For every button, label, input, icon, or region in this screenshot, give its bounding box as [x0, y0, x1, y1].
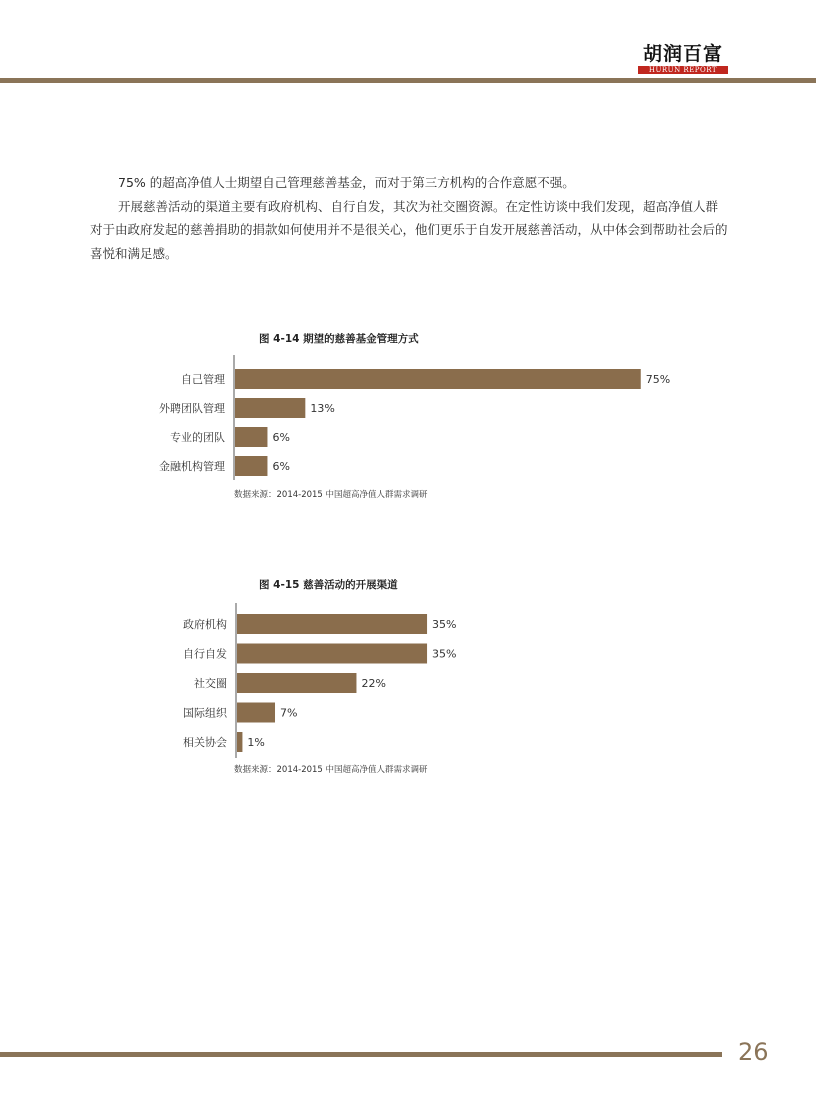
category-label: 自己管理 — [181, 373, 225, 386]
figure-4-14-title: 图 4-14 期望的慈善基金管理方式 — [259, 333, 419, 345]
paragraph: 开展慈善活动的渠道主要有政府机构、自行自发，其次为社交圈资源。在定性访谈中我们发现，超高净值人群对于由政府发起的慈善捐助的捐款如何使用并不是很关心，他们更乐于自发开展慈善活动，从中体会到帮助社会后的喜悦和满足感。 — [90, 198, 728, 261]
value-label: 35% — [432, 647, 457, 661]
figure-4-15-chart — [0, 603, 816, 758]
value-label: 6% — [272, 460, 290, 473]
bar — [235, 456, 267, 476]
value-label: 1% — [247, 736, 265, 749]
bar — [235, 369, 641, 389]
page-number: 26 — [738, 1038, 769, 1066]
logo-subtitle: HURUN REPORT — [638, 66, 728, 74]
value-label: 13% — [310, 402, 335, 415]
hurun-logo — [638, 44, 728, 74]
value-label: 22% — [361, 677, 386, 690]
value-label: 7% — [280, 706, 298, 720]
category-label: 政府机构 — [183, 618, 227, 631]
category-label: 相关协会 — [183, 736, 227, 749]
bar — [237, 614, 427, 634]
footer-rule — [0, 1052, 722, 1057]
body-text — [90, 171, 730, 265]
bar — [237, 644, 427, 664]
value-label: 6% — [272, 431, 290, 444]
value-label: 75% — [645, 373, 671, 386]
category-label: 金融机构管理 — [159, 460, 225, 473]
category-label: 社交圈 — [194, 677, 227, 690]
bar — [237, 703, 275, 723]
figure-4-15-title: 图 4-15 慈善活动的开展渠道 — [259, 579, 398, 591]
category-label: 专业的团队 — [170, 431, 225, 444]
category-label: 自行自发 — [183, 647, 227, 661]
logo-wordmark: 胡润百富 — [642, 43, 723, 65]
figure-4-14-source: 数据来源：2014-2015 中国超高净值人群需求调研 — [234, 490, 428, 500]
category-label: 外聘团队管理 — [159, 402, 225, 415]
value-label: 35% — [432, 618, 457, 631]
bar — [235, 427, 267, 447]
figure-4-15-source: 数据来源：2014-2015 中国超高净值人群需求调研 — [234, 765, 428, 775]
bar — [235, 398, 305, 418]
figure-4-14-chart — [0, 355, 816, 480]
bar — [237, 673, 356, 693]
bar — [237, 732, 242, 752]
category-label: 国际组织 — [183, 706, 227, 720]
paragraph: 75% 的超高净值人士期望自己管理慈善基金，而对于第三方机构的合作意愿不强。 — [118, 175, 575, 190]
header-rule — [0, 78, 816, 83]
